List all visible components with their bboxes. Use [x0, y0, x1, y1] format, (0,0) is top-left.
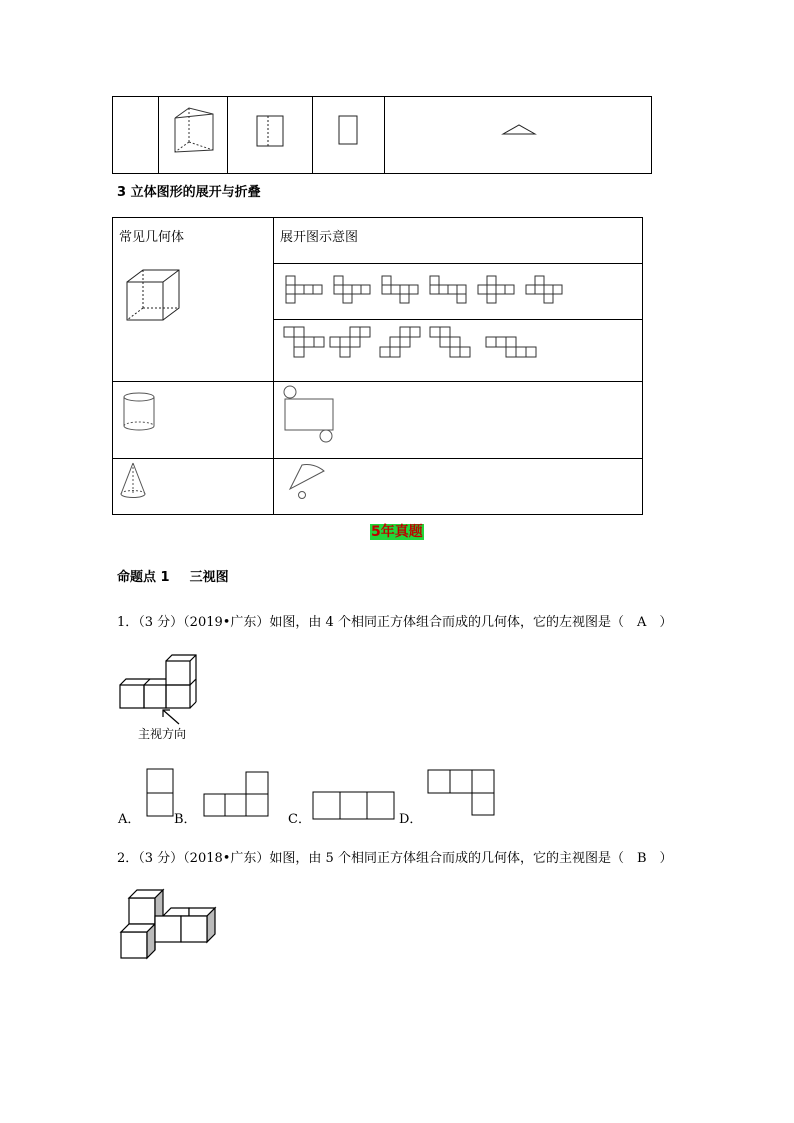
front-view-cell	[228, 97, 313, 174]
arrow-caption: 主视方向	[138, 727, 187, 741]
cube-nets-figure-2	[274, 320, 642, 381]
cylinder-net-cell	[274, 382, 643, 459]
net-table	[112, 217, 643, 515]
top-view-figure	[385, 98, 651, 173]
prism-cell	[159, 97, 228, 174]
option-c-figure	[312, 791, 396, 821]
option-b-figure	[203, 771, 271, 819]
front-view-figure	[228, 98, 312, 173]
option-d-label: D．	[399, 812, 423, 827]
three-view-table	[112, 96, 652, 174]
cylinder-figure	[113, 382, 273, 457]
cube-nets-figure-1	[274, 264, 642, 319]
cube-cell	[113, 218, 274, 382]
col2-header: 展开图示意图	[280, 230, 359, 245]
five-year-label	[370, 521, 424, 541]
side-view-cell	[313, 97, 385, 174]
cone-figure	[113, 459, 273, 514]
triangular-prism-figure	[159, 98, 227, 173]
option-a-figure	[146, 768, 176, 818]
cone-net-cell	[274, 459, 643, 515]
empty-cell	[113, 97, 159, 174]
option-a-label: A．	[118, 812, 141, 827]
section-title: 3 立体图形的展开与折叠	[117, 185, 261, 200]
cube-nets-row2	[274, 320, 643, 382]
cylinder-net-figure	[274, 382, 642, 457]
top-view-cell	[385, 97, 652, 174]
side-view-figure	[313, 98, 384, 173]
topic-label: 命题点 1	[117, 570, 170, 585]
question1-text: 1．（3 分）（2019•广东）如图，由 4 个相同正方体组合而成的几何体，它的左视图是（ A ）	[117, 615, 673, 630]
five-year-text: 5年真题	[371, 524, 423, 540]
cube-figure	[123, 268, 193, 328]
q2-solid-figure	[117, 886, 223, 962]
net-header-cell	[274, 218, 643, 264]
option-d-figure	[427, 769, 497, 817]
cone-net-figure	[274, 459, 642, 514]
topic-heading	[117, 566, 229, 585]
question2-text: 2．（3 分）（2018•广东）如图，由 5 个相同正方体组合而成的几何体，它的主视图是（ B ）	[117, 851, 673, 866]
topic-name: 三视图	[189, 570, 229, 585]
cone-cell	[113, 459, 274, 515]
option-c-label: C．	[288, 812, 311, 827]
option-b-label: B．	[174, 812, 197, 827]
col1-header: 常见几何体	[119, 230, 185, 245]
cylinder-cell	[113, 382, 274, 459]
cube-nets-row1	[274, 264, 643, 320]
